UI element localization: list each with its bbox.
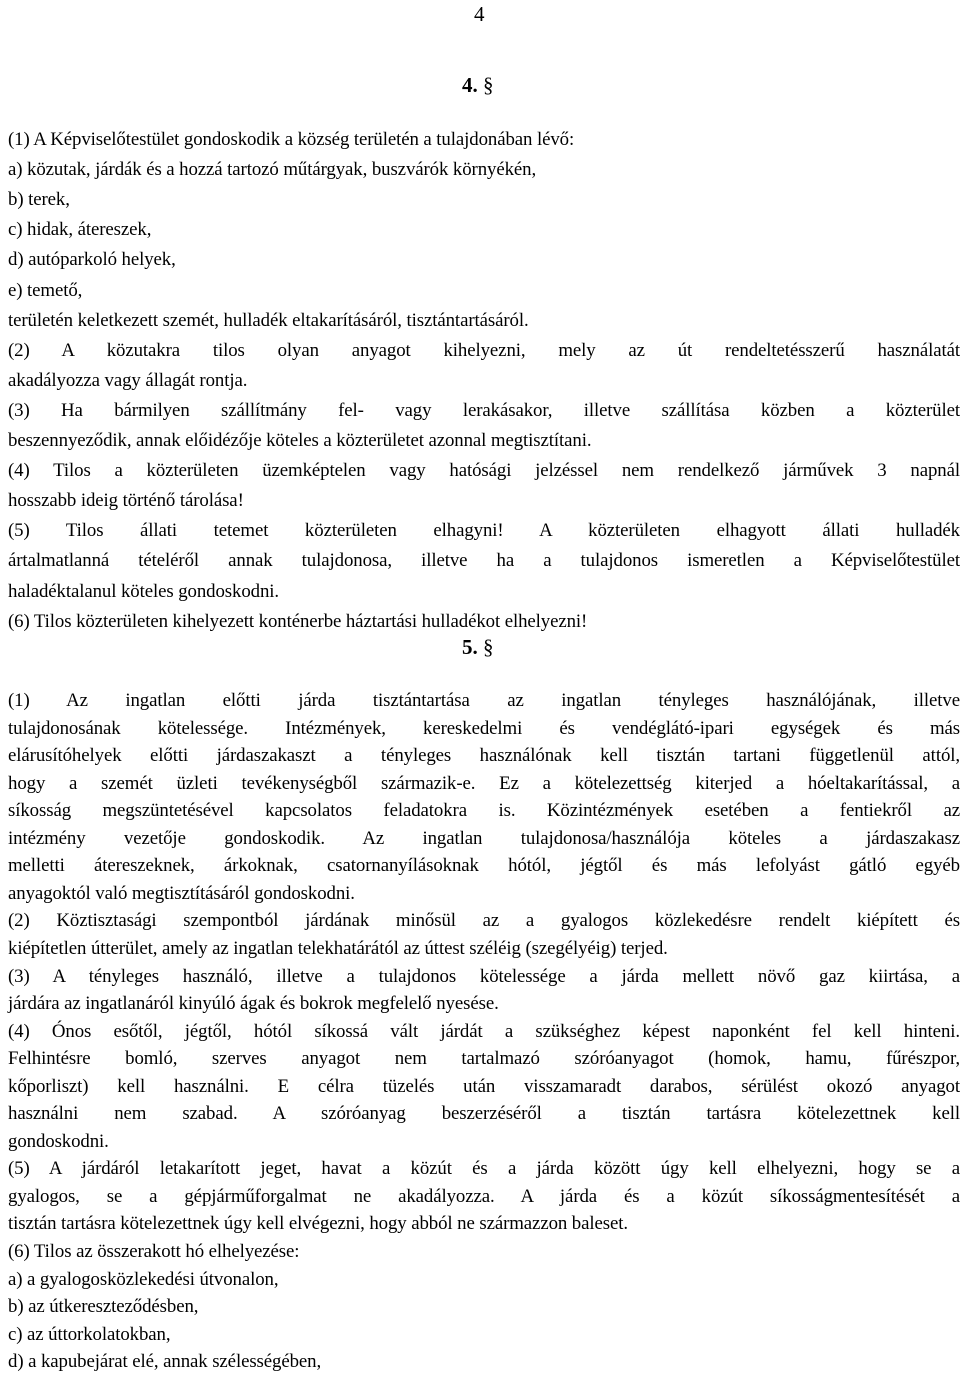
section-4-heading xyxy=(462,72,494,98)
text-line: (1) Az ingatlan előtti járda tisztántartása az ingatlan tényleges használójának, illetve xyxy=(8,690,960,711)
text-line: gyalogos, se a gépjárműforgalmat ne akadályozza. A járda és a közút síkosságmentesítését a xyxy=(8,1185,960,1207)
text-line: (6) Tilos közterületen kihelyezett konténerbe háztartási hulladékot elhelyezni! xyxy=(8,610,588,632)
section-4-sign: § xyxy=(483,73,494,97)
text-line: elárusítóhelyek előtti járdaszakaszt a tényleges használónak kell tisztán tartani függetlenül attól, xyxy=(8,745,960,767)
text-line: (3) A tényleges használó, illetve a tulajdonos kötelessége a járda mellett növő gaz kiirtása, a xyxy=(8,965,960,987)
text-line: c) az úttorkolatokban, xyxy=(8,1323,171,1345)
text-line: c) hidak, átereszek, xyxy=(8,219,152,241)
section-4-number: 4. xyxy=(462,73,478,97)
text-line: ártalmatlanná tételéről annak tulajdonosa, illetve ha a tulajdonos ismeretlen a Képviselőtestület xyxy=(8,550,960,572)
section-5-heading xyxy=(462,634,494,660)
text-line: (4) Ónos esőtől, jégtől, hótól síkossá vált járdát a szükséghez képest naponként fel kell hinteni. xyxy=(8,1020,960,1042)
section-5-number: 5. xyxy=(462,635,478,659)
text-line: (2) Köztisztasági szempontból járdának minősül az a gyalogos közlekedésre rendelt kiépített és xyxy=(8,910,960,932)
text-line: (3) Ha bármilyen szállítmány fel- vagy lerakásakor, illetve szállítása közben a közterület xyxy=(8,399,960,421)
text-line: tulajdonosának kötelessége. Intézmények, kereskedelmi és vendéglátó-ipari egységek és más xyxy=(8,717,960,739)
page-number: 4 xyxy=(474,2,485,26)
section-5-sign: § xyxy=(483,635,494,659)
text-line: a) közutak, járdák és a hozzá tartozó műtárgyak, buszvárók környékén, xyxy=(8,159,537,181)
text-line: melletti átereszeknek, árkoknak, csatornanyílásoknak hótól, jégtől és más lefolyást gátló egyéb xyxy=(8,855,960,877)
text-line: beszennyeződik, annak előidézője köteles a közterületet azonnal megtisztítani. xyxy=(8,430,592,451)
text-line: e) temető, xyxy=(8,279,83,301)
text-line: b) terek, xyxy=(8,189,70,211)
text-line: d) autóparkoló helyek, xyxy=(8,249,176,271)
text-line: (2) A közutakra tilos olyan anyagot kihelyezni, mely az út rendeltetésszerű használatát xyxy=(8,339,960,361)
text-line: síkosság megszüntetésével kapcsolatos feladatokra is. Közintézmények esetében a fentiekről az xyxy=(8,800,960,822)
text-line: hogy a szemét üzleti tevékenységből származik-e. Ez a kötelezettség kiterjed a hóeltakarítással, a xyxy=(8,772,960,794)
text-line: (1) A Képviselőtestület gondoskodik a község területén a tulajdonában lévő: xyxy=(8,129,575,150)
text-line: járdára az ingatlanáról kinyúló ágak és bokrok megfelelő nyesése. xyxy=(8,993,499,1015)
text-line: haladéktalanul köteles gondoskodni. xyxy=(8,580,280,602)
text-line: (6) Tilos az összerakott hó elhelyezése: xyxy=(8,1241,300,1262)
text-line: Felhintésre bomló, szerves anyagot nem tartalmazó szóróanyagot (homok, hamu, fűrészpor, xyxy=(8,1048,960,1070)
text-line: területén keletkezett szemét, hulladék eltakarításáról, tisztántartásáról. xyxy=(8,309,529,331)
text-line: kőporliszt) kell használni. E célra tüzelés után visszamaradt darabos, sérülést okozó anyagot xyxy=(8,1075,960,1097)
text-line: gondoskodni. xyxy=(8,1130,109,1152)
text-line: intézmény vezetője gondoskodik. Az ingatlan tulajdonosa/használója köteles a járdaszakasz xyxy=(8,827,960,849)
text-line: anyagoktól való megtisztításáról gondoskodni. xyxy=(8,882,355,904)
text-line: hosszabb ideig történő tárolása! xyxy=(8,490,244,512)
text-line: akadályozza vagy állagát rontja. xyxy=(8,369,248,391)
text-line: kiépítetlen útterület, amely az ingatlan telekhatárától az úttest széléig (szegélyéig) terjed. xyxy=(8,937,668,959)
text-line: (5) A járdáról letakarított jeget, havat a közút és a járda között úgy kell elhelyezni, hogy se a xyxy=(8,1158,960,1180)
text-line: használni nem szabad. A szóróanyag beszerzéséről a tisztán tartásra kötelezettnek kell xyxy=(8,1103,960,1125)
text-line: tisztán tartásra kötelezettnek úgy kell elvégezni, hogy abból ne származzon baleset. xyxy=(8,1213,628,1235)
text-line: d) a kapubejárat elé, annak szélességében, xyxy=(8,1351,322,1373)
text-line: (5) Tilos állati tetemet közterületen elhagyni! A közterületen elhagyott állati hulladék xyxy=(8,520,960,542)
text-line: b) az útkereszteződésben, xyxy=(8,1296,199,1318)
text-line: a) a gyalogosközlekedési útvonalon, xyxy=(8,1268,279,1290)
text-line: (4) Tilos a közterületen üzemképtelen vagy hatósági jelzéssel nem rendelkező járművek 3 napnál xyxy=(8,460,960,482)
